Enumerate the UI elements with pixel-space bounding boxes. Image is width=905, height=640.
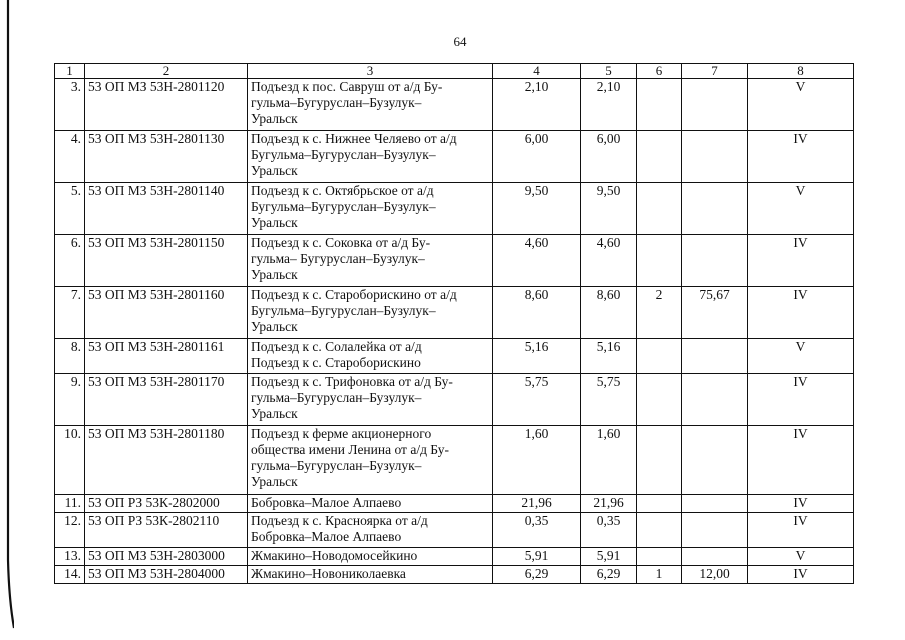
cell-col5: 5,16: [581, 339, 637, 374]
road-category: IV: [748, 131, 854, 183]
road-code: 53 ОП МЗ 53Н-2801160: [85, 287, 248, 339]
table-row: [55, 287, 854, 339]
cell-col4: 9,50: [493, 183, 581, 235]
road-code: 53 ОП МЗ 53Н-2801140: [85, 183, 248, 235]
column-header: 8: [748, 64, 854, 79]
table-row: [55, 548, 854, 566]
road-category: IV: [748, 287, 854, 339]
cell-col7: [682, 79, 748, 131]
column-header: 6: [637, 64, 682, 79]
cell-col4: 5,91: [493, 548, 581, 566]
road-name: Жмакино–Новониколаевка: [248, 566, 493, 584]
cell-col4: 1,60: [493, 426, 581, 495]
row-number: 3.: [55, 79, 85, 131]
row-number: 12.: [55, 513, 85, 548]
cell-col6: [637, 235, 682, 287]
column-header: 2: [85, 64, 248, 79]
road-name: Подъезд к с. Староборискино от а/д Бугульма–Бугуруслан–Бузулук– Уральск: [248, 287, 493, 339]
cell-col6: [637, 183, 682, 235]
cell-col4: 5,75: [493, 374, 581, 426]
road-category: IV: [748, 235, 854, 287]
cell-col6: 2: [637, 287, 682, 339]
road-code: 53 ОП РЗ 53К-2802110: [85, 513, 248, 548]
cell-col4: 8,60: [493, 287, 581, 339]
cell-col5: 5,75: [581, 374, 637, 426]
cell-col6: [637, 513, 682, 548]
cell-col4: 0,35: [493, 513, 581, 548]
scan-left-edge: [0, 0, 14, 630]
row-number: 4.: [55, 131, 85, 183]
cell-col6: [637, 495, 682, 513]
road-category: IV: [748, 374, 854, 426]
road-code: 53 ОП МЗ 53Н-2803000: [85, 548, 248, 566]
road-name: Подъезд к с. Солалейка от а/д Подъезд к с. Староборискино: [248, 339, 493, 374]
road-category: IV: [748, 513, 854, 548]
cell-col6: [637, 79, 682, 131]
cell-col6: 1: [637, 566, 682, 584]
cell-col7: [682, 235, 748, 287]
cell-col5: 6,00: [581, 131, 637, 183]
cell-col4: 4,60: [493, 235, 581, 287]
cell-col7: [682, 183, 748, 235]
row-number: 5.: [55, 183, 85, 235]
cell-col4: 21,96: [493, 495, 581, 513]
column-header: 1: [55, 64, 85, 79]
road-code: 53 ОП РЗ 53К-2802000: [85, 495, 248, 513]
road-code: 53 ОП МЗ 53Н-2801161: [85, 339, 248, 374]
cell-col4: 6,29: [493, 566, 581, 584]
cell-col5: 5,91: [581, 548, 637, 566]
table-row: [55, 79, 854, 131]
road-category: V: [748, 339, 854, 374]
cell-col7: [682, 548, 748, 566]
road-name: Подъезд к с. Красноярка от а/д Бобровка–Малое Алпаево: [248, 513, 493, 548]
column-header: 7: [682, 64, 748, 79]
road-name: Жмакино–Новодомосейкино: [248, 548, 493, 566]
cell-col5: 2,10: [581, 79, 637, 131]
road-category: IV: [748, 495, 854, 513]
road-name: Бобровка–Малое Алпаево: [248, 495, 493, 513]
cell-col7: [682, 426, 748, 495]
cell-col4: 2,10: [493, 79, 581, 131]
road-code: 53 ОП МЗ 53Н-2801130: [85, 131, 248, 183]
table-row: [55, 183, 854, 235]
cell-col4: 6,00: [493, 131, 581, 183]
cell-col7: [682, 339, 748, 374]
road-code: 53 ОП МЗ 53Н-2801180: [85, 426, 248, 495]
row-number: 11.: [55, 495, 85, 513]
cell-col5: 6,29: [581, 566, 637, 584]
column-header: 4: [493, 64, 581, 79]
road-name: Подъезд к с. Октябрьское от а/д Бугульма–Бугуруслан–Бузулук– Уральск: [248, 183, 493, 235]
table-row: [55, 131, 854, 183]
table-row: [55, 495, 854, 513]
row-number: 10.: [55, 426, 85, 495]
column-header: 5: [581, 64, 637, 79]
table-row: [55, 566, 854, 584]
cell-col6: [637, 548, 682, 566]
row-number: 7.: [55, 287, 85, 339]
cell-col5: 0,35: [581, 513, 637, 548]
page-number: 64: [453, 34, 467, 49]
row-number: 9.: [55, 374, 85, 426]
cell-col6: [637, 339, 682, 374]
column-header: 3: [248, 64, 493, 79]
cell-col7: [682, 513, 748, 548]
road-name: Подъезд к с. Трифоновка от а/д Бу- гульма–Бугуруслан–Бузулук– Уральск: [248, 374, 493, 426]
row-number: 8.: [55, 339, 85, 374]
row-number: 13.: [55, 548, 85, 566]
cell-col7: [682, 131, 748, 183]
cell-col5: 4,60: [581, 235, 637, 287]
road-name: Подъезд к с. Соковка от а/д Бу- гульма– Бугуруслан–Бузулук– Уральск: [248, 235, 493, 287]
road-code: 53 ОП МЗ 53Н-2804000: [85, 566, 248, 584]
row-number: 14.: [55, 566, 85, 584]
road-category: V: [748, 183, 854, 235]
cell-col4: 5,16: [493, 339, 581, 374]
road-code: 53 ОП МЗ 53Н-2801150: [85, 235, 248, 287]
cell-col5: 9,50: [581, 183, 637, 235]
road-category: IV: [748, 566, 854, 584]
cell-col7: [682, 374, 748, 426]
road-code: 53 ОП МЗ 53Н-2801170: [85, 374, 248, 426]
table-row: [55, 235, 854, 287]
cell-col5: 8,60: [581, 287, 637, 339]
cell-col5: 21,96: [581, 495, 637, 513]
road-category: V: [748, 548, 854, 566]
road-name: Подъезд к ферме акционерного общества имени Ленина от а/д Бу- гульма–Бугуруслан–Бузулук– Уральск: [248, 426, 493, 495]
table-row: [55, 426, 854, 495]
cell-col7: [682, 495, 748, 513]
road-category: V: [748, 79, 854, 131]
table-header-row: [55, 64, 854, 79]
table-row: [55, 513, 854, 548]
cell-col7: 75,67: [682, 287, 748, 339]
cell-col6: [637, 131, 682, 183]
table-row: [55, 339, 854, 374]
road-table: [54, 63, 854, 584]
road-code: 53 ОП МЗ 53Н-2801120: [85, 79, 248, 131]
road-name: Подъезд к пос. Савруш от а/д Бу- гульма–Бугуруслан–Бузулук– Уральск: [248, 79, 493, 131]
road-category: IV: [748, 426, 854, 495]
cell-col6: [637, 426, 682, 495]
row-number: 6.: [55, 235, 85, 287]
table-row: [55, 374, 854, 426]
road-name: Подъезд к с. Нижнее Челяево от а/д Бугульма–Бугуруслан–Бузулук– Уральск: [248, 131, 493, 183]
cell-col5: 1,60: [581, 426, 637, 495]
cell-col6: [637, 374, 682, 426]
cell-col7: 12,00: [682, 566, 748, 584]
